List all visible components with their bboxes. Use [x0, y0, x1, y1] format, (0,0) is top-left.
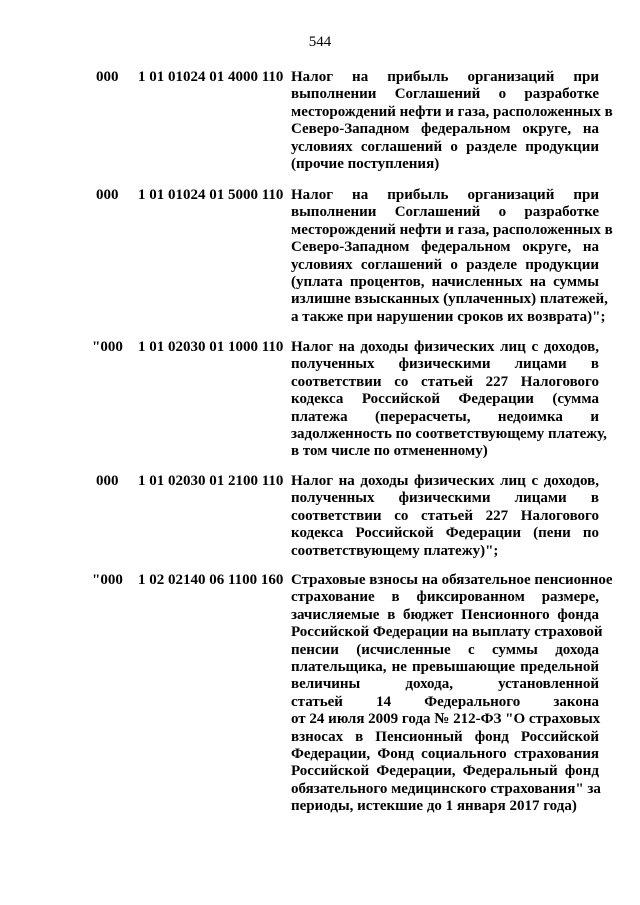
description-line: Налог на прибыль организаций при [291, 69, 599, 85]
description-line: излишне взысканных (уплаченных) платежей, [291, 291, 608, 308]
entry-description [291, 339, 607, 461]
description-line: соответствии со статьей 227 Налогового [291, 373, 599, 390]
description-line: страхование в фиксированном размере, [291, 589, 599, 606]
description-line: Российской Федерации на выплату страховой [291, 624, 603, 641]
description-line: условиях соглашений о разделе продукции [291, 138, 599, 155]
entry-description [291, 69, 613, 173]
description-line: Налог на прибыль организаций при [291, 187, 599, 203]
page-number: 544 [308, 34, 332, 50]
description-line: полученных физическими лицами в [291, 356, 599, 373]
description-line: месторождений нефти и газа, расположенных в [291, 103, 613, 120]
administrator-code: 000 [96, 473, 119, 489]
administrator-code: 000 [96, 69, 119, 85]
administrator-code: "000 [92, 572, 123, 588]
description-line: от 24 июля 2009 года № 212-ФЗ "О страховых [291, 711, 601, 728]
description-line: месторождений нефти и газа, расположенных в [291, 221, 613, 238]
description-line: Страховые взносы на обязательное пенсионное [291, 572, 613, 588]
description-line: периоды, истекшие до 1 января 2017 года) [291, 798, 577, 815]
description-line: Российской Федерации, Федеральный фонд [291, 763, 599, 780]
description-line: (уплата процентов, начисленных на суммы [291, 273, 599, 290]
description-line: Налог на доходы физических лиц с доходов, [291, 339, 599, 355]
description-line: (прочие поступления) [291, 155, 440, 172]
description-line: а также при нарушении сроков их возврата)"; [291, 308, 606, 325]
budget-classification-code: 1 01 01024 01 4000 110 [138, 69, 284, 85]
description-line: Северо-Западном федеральном округе, на [291, 121, 599, 138]
description-line: выполнении Соглашений о разработке [291, 204, 599, 221]
description-line: кодекса Российской Федерации (сумма [291, 391, 599, 408]
description-line: зачисляемые в бюджет Пенсионного фонда [291, 606, 599, 623]
description-line: обязательного медицинского страхования" за [291, 780, 601, 797]
description-line: выполнении Соглашений о разработке [291, 86, 599, 103]
description-line: в том числе по отмененному) [291, 443, 488, 460]
description-line: соответствующему платежу)"; [291, 542, 499, 559]
entry-description [291, 473, 599, 560]
description-line: платежа (перерасчеты, недоимка и [291, 408, 599, 425]
budget-classification-code: 1 01 02030 01 2100 110 [138, 473, 284, 489]
description-line: Федерации, Фонд социального страхования [291, 745, 599, 762]
description-line: задолженность по соответствующему платежу, [291, 425, 607, 442]
budget-classification-code: 1 01 02030 01 1000 110 [138, 339, 284, 355]
description-line: Налог на доходы физических лиц с доходов, [291, 473, 599, 489]
administrator-code: "000 [92, 339, 123, 355]
description-line: взносах в Пенсионный фонд Российской [291, 728, 599, 745]
description-line: кодекса Российской Федерации (пени по [291, 525, 599, 542]
description-line: соответствии со статьей 227 Налогового [291, 507, 599, 524]
description-line: полученных физическими лицами в [291, 490, 599, 507]
description-line: статьей 14 Федерального закона [291, 693, 599, 710]
description-line: величины дохода, установленной [291, 676, 599, 693]
description-line: плательщика, не превышающие предельной [291, 658, 599, 675]
entry-description [291, 572, 613, 815]
description-line: Северо-Западном федеральном округе, на [291, 239, 599, 256]
administrator-code: 000 [96, 187, 119, 203]
budget-classification-code: 1 02 02140 06 1100 160 [138, 572, 284, 588]
description-line: условиях соглашений о разделе продукции [291, 256, 599, 273]
description-line: пенсии (исчисленные с суммы дохода [291, 641, 599, 658]
budget-classification-code: 1 01 01024 01 5000 110 [138, 187, 284, 203]
entry-description [291, 187, 613, 326]
